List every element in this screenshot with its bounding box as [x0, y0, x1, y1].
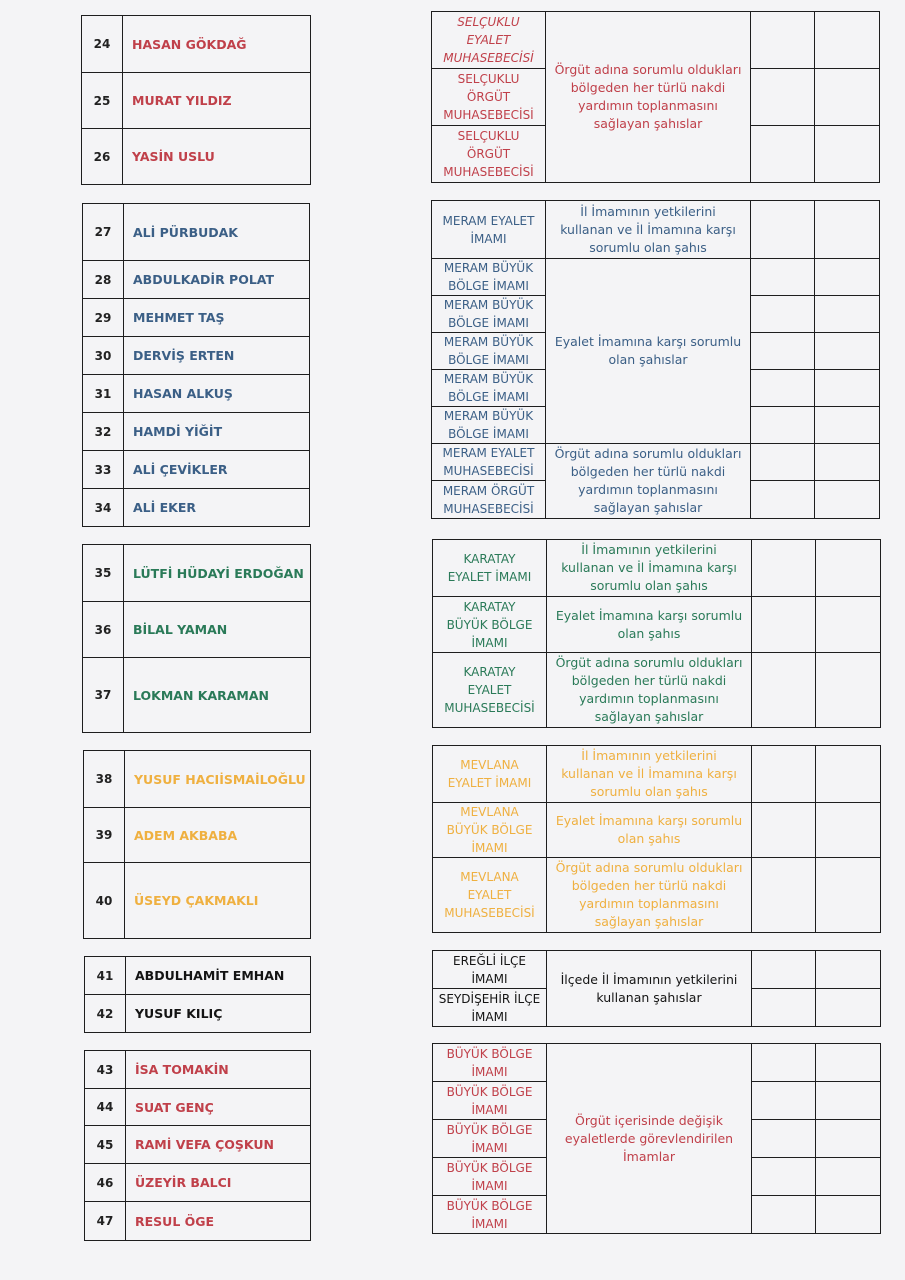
empty-cell	[816, 1082, 881, 1120]
empty-cell	[816, 803, 881, 858]
person-name: ABDULHAMİT EMHAN	[126, 957, 311, 995]
empty-cell	[752, 989, 816, 1027]
roles-table-karatay	[432, 539, 881, 728]
role-cell: SELÇUKLU ÖRGÜT MUHASEBECİSİ	[432, 126, 546, 183]
names-table-ilce	[84, 956, 311, 1033]
row-number: 26	[82, 129, 123, 185]
empty-cell	[752, 858, 816, 933]
empty-cell	[752, 1158, 816, 1196]
table-row	[433, 951, 881, 989]
table-row	[85, 995, 311, 1033]
roles-table-selcuklu	[431, 11, 880, 183]
description-cell: İl İmamının yetkilerini kullanan ve İl İmamına karşı sorumlu olan şahıs	[547, 540, 752, 597]
empty-cell	[751, 296, 815, 333]
row-number: 45	[85, 1126, 126, 1164]
row-number: 39	[84, 808, 125, 863]
row-number: 31	[83, 375, 124, 413]
table-row	[83, 451, 310, 489]
table-row	[432, 444, 880, 481]
empty-cell	[752, 1196, 816, 1234]
role-cell: BÜYÜK BÖLGE İMAMI	[433, 1120, 547, 1158]
person-name: YUSUF KILIÇ	[126, 995, 311, 1033]
table-row	[83, 413, 310, 451]
person-name: BİLAL YAMAN	[124, 602, 311, 658]
role-cell: MEVLANA EYALET İMAMI	[433, 746, 547, 803]
empty-cell	[815, 481, 880, 519]
row-number: 25	[82, 73, 123, 129]
person-name: MEHMET TAŞ	[124, 299, 310, 337]
empty-cell	[816, 1158, 881, 1196]
table-row	[432, 201, 880, 259]
person-name: ALİ ÇEVİKLER	[124, 451, 310, 489]
table-row	[433, 597, 881, 653]
description-cell: Eyalet İmamına karşı sorumlu olan şahıs	[547, 597, 752, 653]
person-name: RESUL ÖGE	[126, 1202, 311, 1241]
person-name: ALİ EKER	[124, 489, 310, 527]
empty-cell	[752, 540, 816, 597]
table-row	[85, 1126, 311, 1164]
role-cell: MERAM BÜYÜK BÖLGE İMAMI	[432, 296, 546, 333]
empty-cell	[751, 69, 815, 126]
role-cell: BÜYÜK BÖLGE İMAMI	[433, 1082, 547, 1120]
empty-cell	[816, 597, 881, 653]
empty-cell	[815, 407, 880, 444]
table-row	[83, 658, 311, 733]
empty-cell	[752, 1044, 816, 1082]
empty-cell	[752, 1082, 816, 1120]
person-name: YASİN USLU	[123, 129, 311, 185]
description-cell: Eyalet İmamına karşı sorumlu olan şahıs	[547, 803, 752, 858]
description-cell: İl İmamının yetkilerini kullanan ve İl İmamına karşı sorumlu olan şahıs	[547, 746, 752, 803]
empty-cell	[751, 333, 815, 370]
person-name: ALİ PÜRBUDAK	[124, 204, 310, 261]
role-cell: MERAM EYALET İMAMI	[432, 201, 546, 259]
person-name: HASAN GÖKDAĞ	[123, 16, 311, 73]
row-number: 33	[83, 451, 124, 489]
table-row	[433, 746, 881, 803]
description-cell: Örgüt adına sorumlu oldukları bölgeden her türlü nakdi yardımın toplanmasını sağlayan şahıslar	[547, 858, 752, 933]
role-cell: SELÇUKLU EYALET MUHASEBECİSİ	[432, 12, 546, 69]
person-name: LÜTFİ HÜDAYİ ERDOĞAN	[124, 545, 311, 602]
table-row	[433, 653, 881, 728]
empty-cell	[752, 653, 816, 728]
role-cell: BÜYÜK BÖLGE İMAMI	[433, 1196, 547, 1234]
empty-cell	[815, 201, 880, 259]
table-row	[433, 1044, 881, 1082]
table-row	[85, 1202, 311, 1241]
row-number: 37	[83, 658, 124, 733]
table-row	[84, 863, 311, 939]
role-cell: MERAM BÜYÜK BÖLGE İMAMI	[432, 407, 546, 444]
person-name: HASAN ALKUŞ	[124, 375, 310, 413]
table-row	[83, 489, 310, 527]
row-number: 36	[83, 602, 124, 658]
role-cell: MERAM BÜYÜK BÖLGE İMAMI	[432, 333, 546, 370]
empty-cell	[752, 597, 816, 653]
empty-cell	[816, 653, 881, 728]
person-name: MURAT YILDIZ	[123, 73, 311, 129]
person-name: HAMDİ YİĞİT	[124, 413, 310, 451]
row-number: 38	[84, 751, 125, 808]
description-cell: İl İmamının yetkilerini kullanan ve İl İmamına karşı sorumlu olan şahıs	[546, 201, 751, 259]
role-cell: SEYDİŞEHİR İLÇE İMAMI	[433, 989, 547, 1027]
names-table-mevlana	[83, 750, 311, 939]
row-number: 43	[85, 1051, 126, 1089]
empty-cell	[815, 12, 880, 69]
empty-cell	[751, 201, 815, 259]
empty-cell	[751, 481, 815, 519]
table-row	[82, 73, 311, 129]
row-number: 32	[83, 413, 124, 451]
person-name: YUSUF HACIİSMAİLOĞLU	[125, 751, 311, 808]
row-number: 30	[83, 337, 124, 375]
empty-cell	[816, 540, 881, 597]
row-number: 41	[85, 957, 126, 995]
roles-table-mevlana	[432, 745, 881, 933]
row-number: 35	[83, 545, 124, 602]
empty-cell	[752, 746, 816, 803]
table-row	[83, 602, 311, 658]
role-cell: BÜYÜK BÖLGE İMAMI	[433, 1158, 547, 1196]
table-row	[85, 957, 311, 995]
description-cell: İlçede İl İmamının yetkilerini kullanan şahıslar	[547, 951, 752, 1027]
person-name: ADEM AKBABA	[125, 808, 311, 863]
description-cell: Örgüt içerisinde değişik eyaletlerde görevlendirilen İmamlar	[547, 1044, 752, 1234]
empty-cell	[816, 1120, 881, 1158]
role-cell: KARATAY EYALET İMAMI	[433, 540, 547, 597]
role-cell: MERAM ÖRGÜT MUHASEBECİSİ	[432, 481, 546, 519]
table-row	[433, 858, 881, 933]
role-cell: MEVLANA EYALET MUHASEBECİSİ	[433, 858, 547, 933]
names-table-meram	[82, 203, 310, 527]
description-cell: Eyalet İmamına karşı sorumlu olan şahıslar	[546, 259, 751, 444]
table-row	[84, 808, 311, 863]
table-row	[83, 337, 310, 375]
person-name: ÜSEYD ÇAKMAKLI	[125, 863, 311, 939]
role-cell: MERAM BÜYÜK BÖLGE İMAMI	[432, 259, 546, 296]
row-number: 24	[82, 16, 123, 73]
empty-cell	[815, 126, 880, 183]
person-name: RAMİ VEFA ÇOŞKUN	[126, 1126, 311, 1164]
table-row	[83, 299, 310, 337]
row-number: 28	[83, 261, 124, 299]
role-cell: EREĞLİ İLÇE İMAMI	[433, 951, 547, 989]
table-row	[83, 545, 311, 602]
row-number: 42	[85, 995, 126, 1033]
person-name: ÜZEYİR BALCI	[126, 1164, 311, 1202]
table-row	[433, 803, 881, 858]
description-cell: Örgüt adına sorumlu oldukları bölgeden her türlü nakdi yardımın toplanmasını sağlayan şahıslar	[546, 12, 751, 183]
empty-cell	[752, 803, 816, 858]
role-cell: KARATAY BÜYÜK BÖLGE İMAMI	[433, 597, 547, 653]
table-row	[85, 1089, 311, 1126]
row-number: 46	[85, 1164, 126, 1202]
role-cell: KARATAY EYALET MUHASEBECİSİ	[433, 653, 547, 728]
row-number: 40	[84, 863, 125, 939]
roles-table-ilce	[432, 950, 881, 1027]
empty-cell	[752, 951, 816, 989]
names-table-selcuklu	[81, 15, 311, 185]
person-name: LOKMAN KARAMAN	[124, 658, 311, 733]
description-cell: Örgüt adına sorumlu oldukları bölgeden her türlü nakdi yardımın toplanmasını sağlayan şahıslar	[546, 444, 751, 519]
table-row	[82, 16, 311, 73]
table-row	[83, 375, 310, 413]
role-cell: MEVLANA BÜYÜK BÖLGE İMAMI	[433, 803, 547, 858]
empty-cell	[751, 12, 815, 69]
row-number: 27	[83, 204, 124, 261]
empty-cell	[751, 126, 815, 183]
empty-cell	[816, 951, 881, 989]
names-table-buyuk-bolge	[84, 1050, 311, 1241]
role-cell: BÜYÜK BÖLGE İMAMI	[433, 1044, 547, 1082]
table-row	[83, 261, 310, 299]
empty-cell	[751, 370, 815, 407]
empty-cell	[816, 1044, 881, 1082]
table-row	[433, 540, 881, 597]
description-cell: Örgüt adına sorumlu oldukları bölgeden her türlü nakdi yardımın toplanmasını sağlayan şahıslar	[547, 653, 752, 728]
empty-cell	[815, 296, 880, 333]
row-number: 44	[85, 1089, 126, 1126]
empty-cell	[751, 444, 815, 481]
empty-cell	[816, 858, 881, 933]
person-name: DERVİŞ ERTEN	[124, 337, 310, 375]
person-name: ABDULKADİR POLAT	[124, 261, 310, 299]
roles-table-buyuk-bolge	[432, 1043, 881, 1234]
names-table-karatay	[82, 544, 311, 733]
empty-cell	[815, 444, 880, 481]
empty-cell	[816, 989, 881, 1027]
person-name: SUAT GENÇ	[126, 1089, 311, 1126]
row-number: 29	[83, 299, 124, 337]
row-number: 47	[85, 1202, 126, 1241]
empty-cell	[751, 407, 815, 444]
table-row	[85, 1051, 311, 1089]
empty-cell	[816, 1196, 881, 1234]
table-row	[85, 1164, 311, 1202]
empty-cell	[752, 1120, 816, 1158]
role-cell: MERAM EYALET MUHASEBECİSİ	[432, 444, 546, 481]
empty-cell	[815, 259, 880, 296]
empty-cell	[815, 69, 880, 126]
table-row	[432, 259, 880, 296]
person-name: İSA TOMAKİN	[126, 1051, 311, 1089]
roles-table-meram	[431, 200, 880, 519]
table-row	[82, 129, 311, 185]
empty-cell	[816, 746, 881, 803]
empty-cell	[751, 259, 815, 296]
role-cell: MERAM BÜYÜK BÖLGE İMAMI	[432, 370, 546, 407]
empty-cell	[815, 333, 880, 370]
table-row	[83, 204, 310, 261]
table-row	[432, 12, 880, 69]
role-cell: SELÇUKLU ÖRGÜT MUHASEBECİSİ	[432, 69, 546, 126]
row-number: 34	[83, 489, 124, 527]
table-row	[84, 751, 311, 808]
empty-cell	[815, 370, 880, 407]
